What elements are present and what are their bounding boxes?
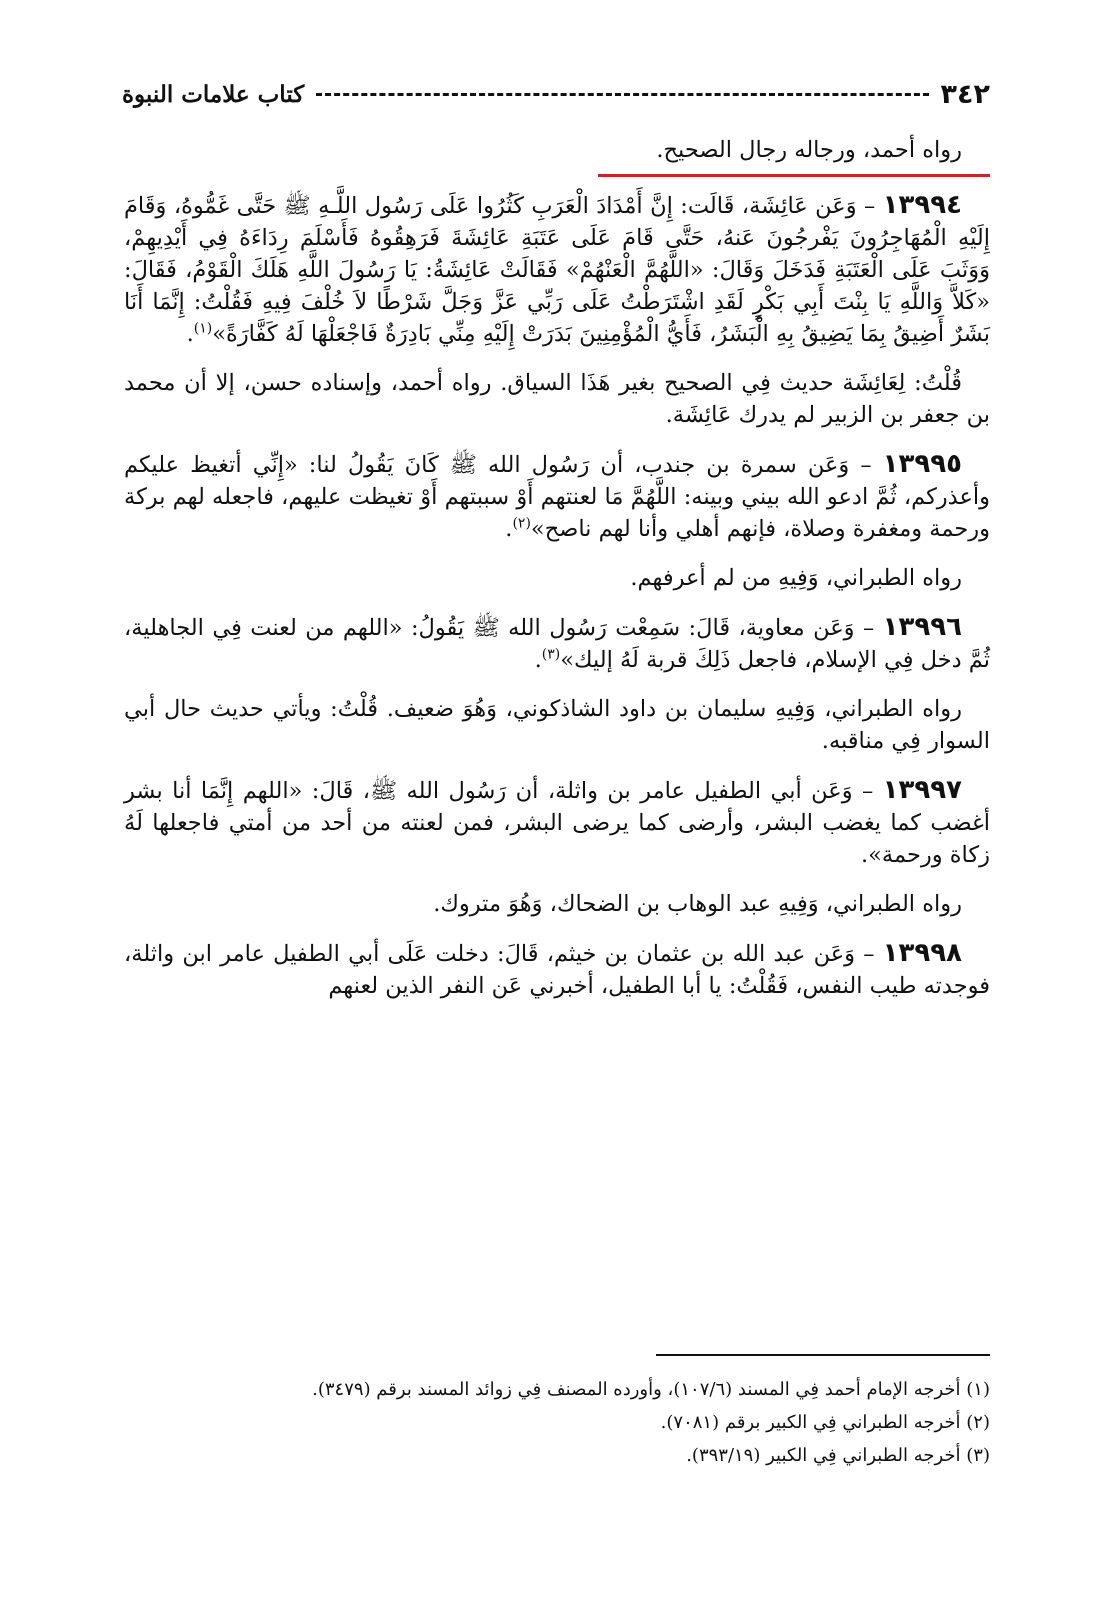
hadith-number: ١٣٩٩٨: [882, 938, 962, 968]
paragraph: [124, 888, 990, 920]
hadith-number: ١٣٩٩٦: [882, 612, 962, 642]
highlight-rule: [598, 174, 990, 177]
header-dash-rule: [316, 93, 928, 96]
paragraph: [124, 367, 990, 431]
footnote-ref: (٢): [512, 515, 531, 532]
paragraph-text: رواه الطبراني، وَفِيهِ سليمان بن داود الشاذكوني، وَهُوَ ضعيف. قُلْتُ: ويأتي حديث حال أبي السوار فِي مناقبه.: [124, 696, 990, 754]
hadith-13995: ١٣٩٩٥ – وَعَن سمرة بن جندب، أن رَسُول الله ﷺ كَانَ يَقُولُ لنا: «إِنِّي أتغيظ عليكم وأعذركم، ثُمَّ ادعو الله بيني وبينه: اللَّهُمَّ مَا لعنتهم أَوْ سببتهم أَوْ تغيظت عليهم، فاجعله لهم بركة ورحمة ومغفرة وصلاة، فإنهم أهلي وأنا لهم ناصح»$^{(٢)}$.: [124, 449, 990, 542]
hadith-text: – وَعَن عَائِشَة، قَالَت: إِنَّ أَمْدَادَ الْعَرَبِ كَثُرُوا عَلَى رَسُول اللَّـهِ ﷺ حَتَّى غَمُّوهُ، وَقَامَ إِلَيْهِ الْمُهَاجِرُونَ يَفْرجُونَ عَنهُ، حَتَّى قَامَ عَلَى عَتَبَةِ عَائِشَةَ فَرَهِقُوهُ فَأَسْلَمَ رِدَاءَهُ فِي أَيْدِيهِمْ، وَوَثَبَ عَلَى الْعَتَبَةِ فَدَخَلَ وَقَالَ: «اللَّهُمَّ الْعَنْهُمْ» فَقَالَتْ عَائِشَةُ: يَا رَسُولَ اللَّهِ هَلَكَ الْقَوْمُ، فَقَالَ: «كَلاَّ وَاللَّهِ يَا بِنْتَ أَبِي بَكْرٍ لَقَدِ اشْتَرَطْتُ عَلَى رَبِّي عَزَّ وَجَلَّ شَرْطًا لاَ خُلْفَ فِيهِ فَقُلْتُ: إِنَّمَا أَنَا بَشَرٌ أَضِيقُ بِمَا يَضِيقُ بِهِ الْبَشَرُ، فَأَيُّ الْمُؤْمِنِينَ بَدَرَتْ إِلَيْهِ مِنِّي بَادِرَةٌ فَاجْعَلْهَا لَهُ كَفَّارَةً»: [124, 193, 990, 347]
paragraph-text: رواه أحمد، ورجاله رجال الصحيح.: [656, 137, 962, 163]
footnote-item: (١) أخرجه الإمام أحمد فِي المسند (١٠٧/٦)، وأورده المصنف فِي زوائد المسند برقم (٣٤٧٩).: [312, 1379, 990, 1400]
footnote-item: (٣) أخرجه الطبراني فِي الكبير (٣٩٣/١٩).: [686, 1445, 990, 1466]
hadith-number: ١٣٩٩٧: [882, 775, 962, 805]
hadith-13994: ١٣٩٩٤ – وَعَن عَائِشَة، قَالَت: إِنَّ أَمْدَادَ الْعَرَبِ كَثُرُوا عَلَى رَسُول اللَّـهِ ﷺ حَتَّى غَمُّوهُ، وَقَامَ إِلَيْهِ الْمُهَاجِرُونَ يَفْرجُونَ عَنهُ، حَتَّى قَامَ عَلَى عَتَبَةِ عَائِشَةَ فَرَهِقُوهُ فَأَسْلَمَ رِدَاءَهُ فِي أَيْدِيهِمْ، وَوَثَبَ عَلَى الْعَتَبَةِ فَدَخَلَ وَقَالَ: «اللَّهُمَّ الْعَنْهُمْ» فَقَالَتْ عَائِشَةُ: يَا رَسُولَ اللَّهِ هَلَكَ الْقَوْمُ، فَقَالَ: «كَلاَّ وَاللَّهِ يَا بِنْتَ أَبِي بَكْرٍ لَقَدِ اشْتَرَطْتُ عَلَى رَبِّي عَزَّ وَجَلَّ شَرْطًا لاَ خُلْفَ فِيهِ فَقُلْتُ: إِنَّمَا أَنَا بَشَرٌ أَضِيقُ بِمَا يَضِيقُ بِهِ الْبَشَرُ، فَأَيُّ الْمُؤْمِنِينَ بَدَرَتْ إِلَيْهِ مِنِّي بَادِرَةٌ فَاجْعَلْهَا لَهُ كَفَّارَةً»$^{(١)}$.: [124, 190, 990, 347]
hadith-13996: ١٣٩٩٦ – وَعَن معاوية، قَالَ: سَمِعْت رَسُول الله ﷺ يَقُولُ: «اللهم من لعنت فِي الجاهلية، ثُمَّ دخل فِي الإسلام، فاجعل ذَلِكَ قربة لَهُ إليك»$^{(٣)}$.: [124, 612, 990, 673]
book-title: كتاب علامات النبوة: [122, 80, 305, 108]
hadith-text: – وَعَن سمرة بن جندب، أن رَسُول الله ﷺ كَانَ يَقُولُ لنا: «إِنِّي أتغيظ عليكم وأعذركم، ثُمَّ ادعو الله بيني وبينه: اللَّهُمَّ مَا لعنتهم أَوْ سببتهم أَوْ تغيظت عليهم، فاجعله لهم بركة ورحمة ومغفرة وصلاة، فإنهم أهلي وأنا لهم ناصح»: [124, 452, 990, 542]
footnote-ref: (٣): [541, 646, 561, 663]
footnotes: [124, 1373, 990, 1472]
footnote-ref: (١): [193, 320, 213, 337]
paragraph: [124, 562, 990, 594]
hadith-text: – وَعَن أبي الطفيل عامر بن واثلة، أن رَسُول الله ﷺ، قَالَ: «اللهم إِنَّمَا أنا بشر أغضب كما يغضب البشر، وأرضى كما يرضى البشر، فمن لعنته من أحد من أمتي فاجعلها لَهُ زكاة ورحمة».: [124, 778, 990, 868]
hadith-number: ١٣٩٩٥: [882, 449, 962, 479]
hadith-13998: [124, 937, 990, 1002]
paragraph: [124, 134, 990, 166]
hadith-13997: [124, 774, 990, 871]
paragraph: [124, 693, 990, 757]
paragraph-text: قُلْتُ: لِعَائِشَة حديث فِي الصحيح بغير هَذَا السياق. رواه أحمد، وإسناده حسن، إلا أن محمد بن جعفر بن الزبير لم يدرك عَائِشَة.: [124, 370, 990, 428]
page-number: ٣٤٢: [940, 78, 990, 110]
running-header: [122, 74, 990, 114]
hadith-text: – وَعَن عبد الله بن عثمان بن خيثم، قَالَ: دخلت عَلَى أبي الطفيل عامر ابن واثلة، فوجدته طيب النفس، فَقُلْتُ: يا أبا الطفيل، أخبرني عَن النفر الذين لعنهم: [124, 941, 990, 999]
hadith-text: – وَعَن معاوية، قَالَ: سَمِعْت رَسُول الله ﷺ يَقُولُ: «اللهم من لعنت فِي الجاهلية، ثُمَّ دخل فِي الإسلام، فاجعل ذَلِكَ قربة لَهُ إليك»: [124, 615, 990, 673]
paragraph-text: رواه الطبراني، وَفِيهِ عبد الوهاب بن الضحاك، وَهُوَ متروك.: [433, 891, 962, 917]
footnote-item: (٢) أخرجه الطبراني فِي الكبير برقم (٧٠٨١).: [660, 1412, 990, 1433]
main-text: [124, 134, 990, 1019]
paragraph-text: رواه الطبراني، وَفِيهِ من لم أعرفهم.: [630, 565, 962, 591]
hadith-number: ١٣٩٩٤: [882, 190, 962, 220]
footnote-separator: [656, 1354, 990, 1356]
